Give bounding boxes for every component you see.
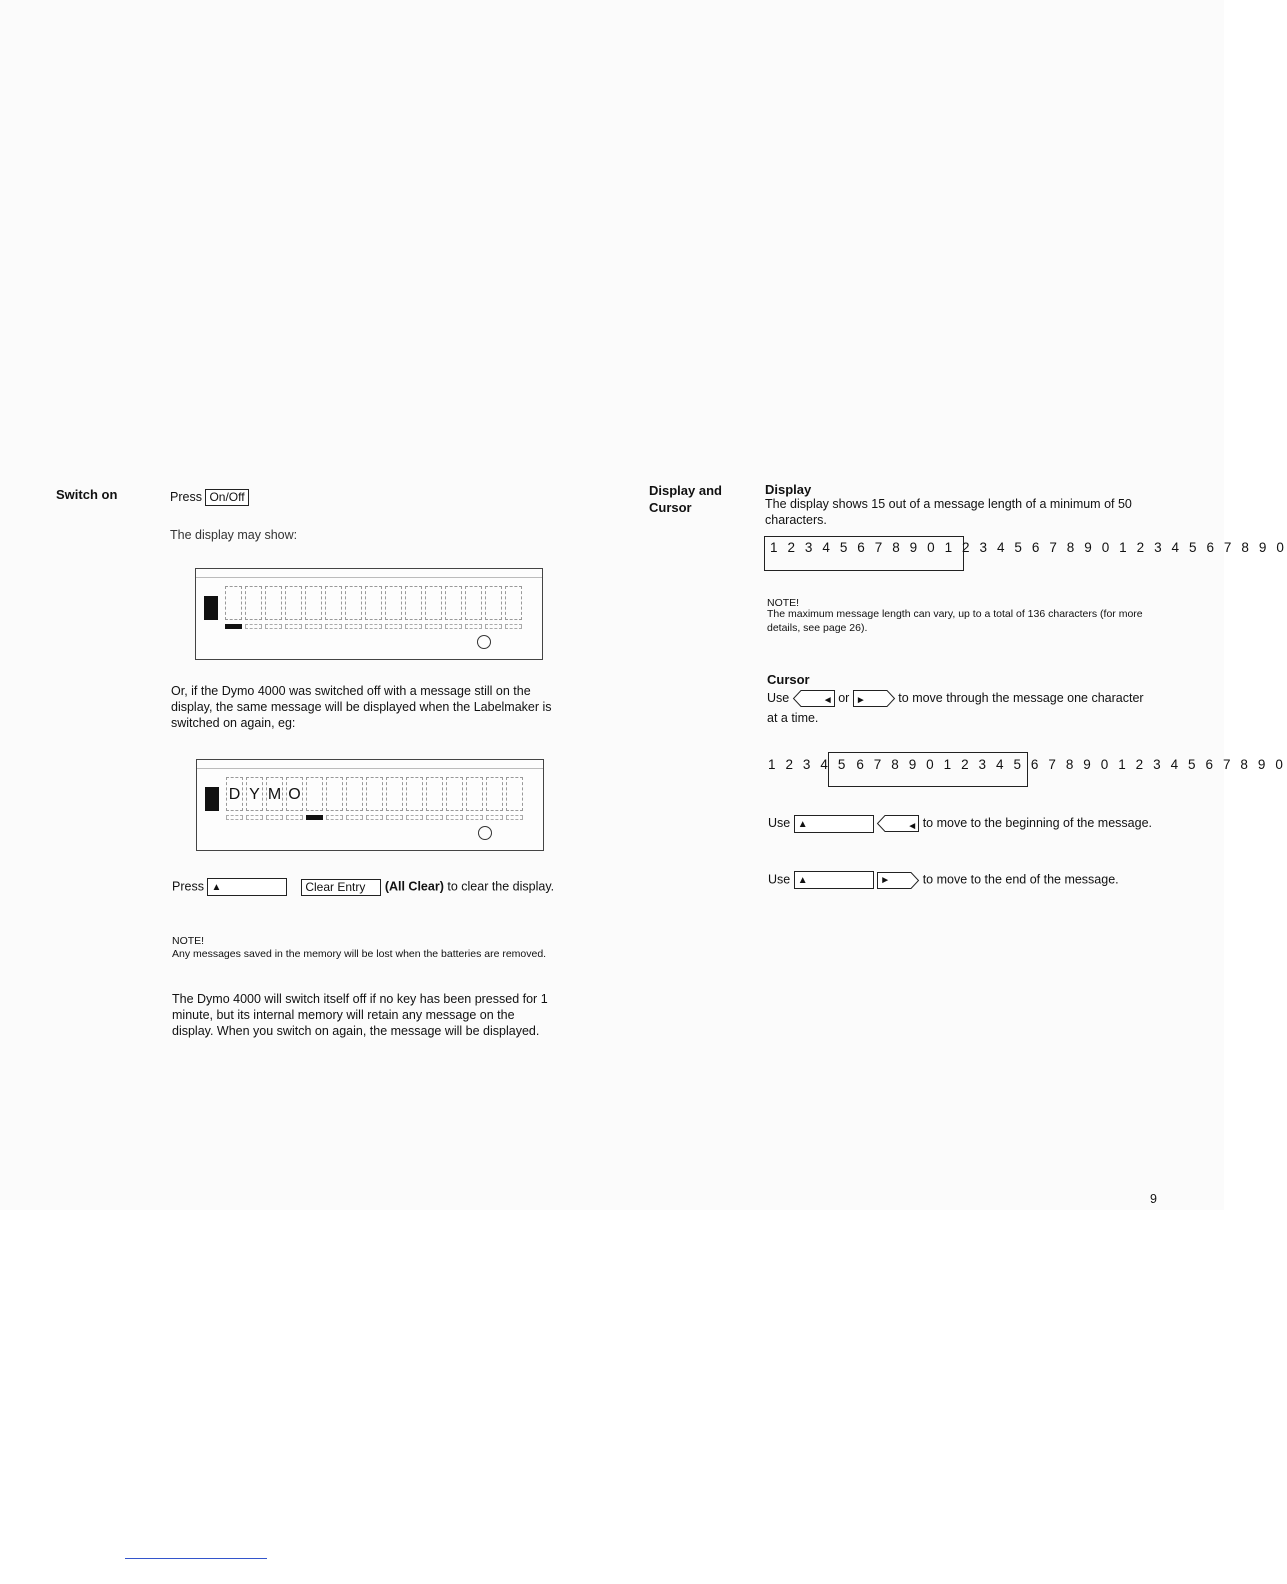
cursor-right-key (877, 872, 919, 889)
section-heading-switch-on: Switch on (56, 487, 118, 502)
to-beginning-line (768, 812, 1158, 834)
lcd-cells (226, 777, 523, 811)
divider-line (125, 1558, 267, 1559)
page-number: 9 (1150, 1192, 1157, 1206)
use-word: Use (767, 691, 790, 705)
shift-symbol: ▲ (211, 882, 222, 893)
display-text: The display shows 15 out of a message length of a minimum of 50 characters. (765, 497, 1132, 527)
press-onoff-line (170, 489, 249, 506)
cursor-right-key (853, 690, 895, 707)
digits-hidden: 6 7 8 9 0 1 2 3 4 5 6 7 8 9 0 (1031, 540, 1287, 555)
left-arrow-icon: ◄ (822, 695, 833, 707)
digit-row-2 (768, 757, 1286, 772)
press-clear-line (172, 878, 572, 896)
beginning-text: to move to the beginning of the message. (922, 816, 1153, 830)
lcd-cursor-block (205, 787, 219, 811)
auto-off-paragraph: The Dymo 4000 will switch itself off if no key has been pressed for 1 minute, but its internal memory will retain any message on the display. When you switch on again, the message will be displayed. (172, 992, 548, 1038)
heading-line: Cursor (649, 500, 692, 515)
digits-before: 1 2 3 4 5 (768, 757, 849, 772)
cursor-left-key (793, 690, 835, 707)
lcd-char: D (226, 777, 243, 811)
shift-key (794, 815, 874, 833)
lcd-display-empty (195, 568, 543, 660)
press-word: Press (170, 490, 202, 504)
lcd-char: M (266, 777, 283, 811)
cursor-use-line (767, 688, 1157, 728)
clear-entry-key: Clear Entry (301, 879, 381, 896)
cursor-text: to move through the message one character at a time. (767, 691, 1144, 725)
digit-row-1 (770, 540, 1287, 555)
shift-key (207, 878, 287, 896)
display-may-show-text: The display may show: (170, 528, 298, 542)
onoff-key: On/Off (205, 489, 248, 506)
cursor-title: Cursor (767, 672, 810, 687)
press-word: Press (172, 879, 204, 894)
shift-key (794, 871, 874, 889)
right-arrow-icon: ► (880, 874, 891, 886)
or-word: or (838, 691, 850, 705)
lcd-char: Y (246, 777, 263, 811)
end-text: to move to the end of the message. (922, 872, 1119, 887)
note-text-left: Any messages saved in the memory will be lost when the batteries are removed. (172, 948, 547, 960)
lcd-circle-indicator (477, 635, 491, 649)
lcd-underline-segments (225, 624, 522, 629)
heading-line: Display and (649, 483, 722, 498)
note-title-left: NOTE! (172, 935, 205, 947)
shift-symbol: ▲ (797, 875, 808, 886)
cursor-left-key (877, 815, 919, 832)
or-paragraph: Or, if the Dymo 4000 was switched off with a message still on the display, the same message will be displayed when the Labelmaker is switched on again, eg: (171, 684, 552, 730)
digits-visible: 1 2 3 4 5 6 7 8 9 0 1 2 3 4 5 (770, 540, 1026, 555)
to-clear-text: to clear the display. (447, 879, 555, 894)
lcd-display-dymo (196, 759, 544, 851)
use-word: Use (768, 872, 791, 887)
to-end-line (768, 871, 1168, 889)
use-word: Use (768, 816, 791, 830)
all-clear-label: (All Clear) (384, 879, 444, 894)
note-title-right: NOTE! (767, 597, 800, 609)
digits-after: 1 2 3 4 5 6 7 8 9 0 (1118, 757, 1286, 772)
left-arrow-icon: ◄ (907, 821, 918, 833)
shift-symbol: ▲ (797, 818, 808, 830)
lcd-char: O (286, 777, 303, 811)
lcd-underline-segments (226, 815, 523, 820)
display-title: Display (765, 482, 812, 497)
lcd-cells (225, 586, 522, 620)
right-arrow-icon: ► (855, 695, 866, 707)
digits-visible: 6 7 8 9 0 1 2 3 4 5 6 7 8 9 0 (856, 757, 1112, 772)
lcd-circle-indicator (478, 826, 492, 840)
lcd-cursor-block (204, 596, 218, 620)
note-text-right: The maximum message length can vary, up to a total of 136 characters (for more details, see page 26). (767, 608, 1143, 634)
section-heading-display-cursor (649, 482, 722, 516)
